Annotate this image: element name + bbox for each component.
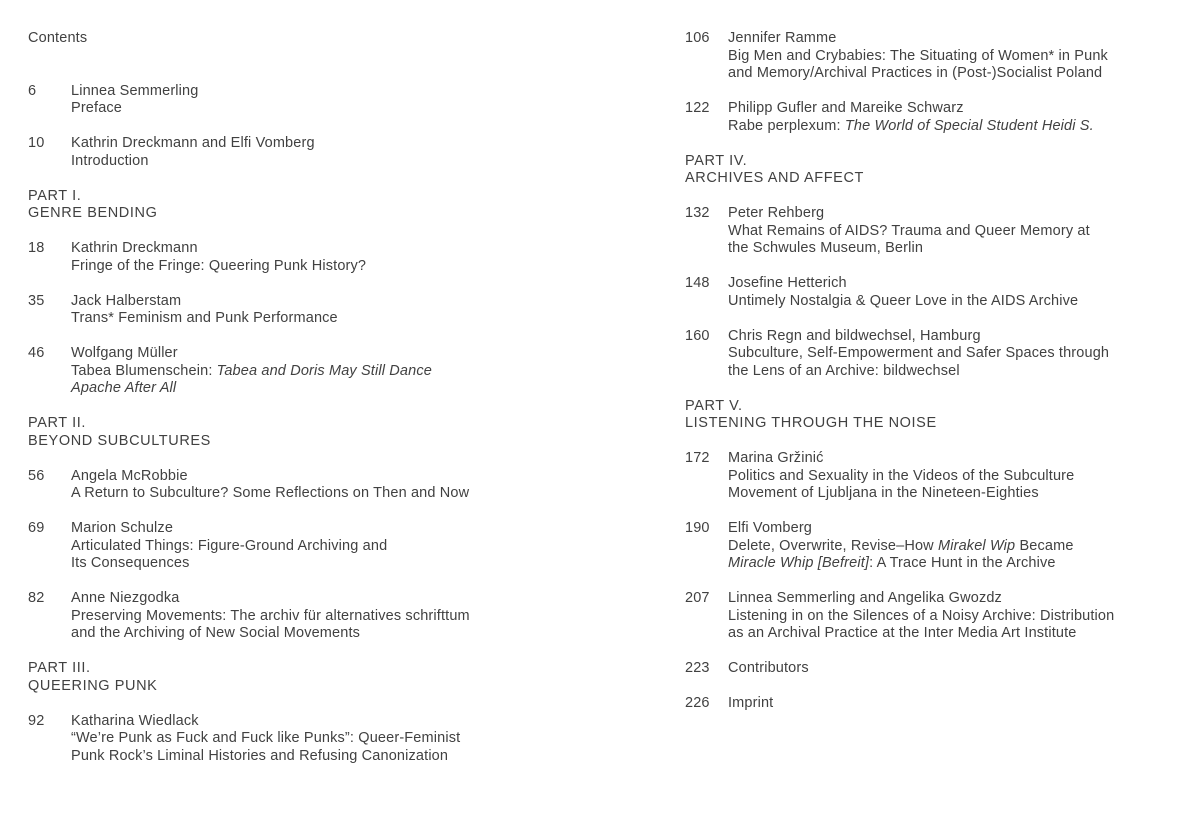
page-number: 6 — [28, 82, 37, 99]
text-segment: QUEERING PUNK — [28, 677, 158, 694]
entry-title-line — [728, 625, 1190, 643]
heading-lines — [28, 660, 663, 695]
entry-lines — [71, 713, 663, 766]
text-segment: ARCHIVES AND AFFECT — [685, 170, 864, 186]
text-segment: Kathrin Dreckmann and Elfi Vomberg — [71, 135, 315, 151]
entry-title-line — [71, 538, 663, 556]
heading-line — [685, 398, 1190, 416]
entry-title-line — [728, 608, 1190, 626]
toc-column-right — [685, 30, 1190, 730]
heading-lines — [685, 153, 1190, 188]
heading-lines — [685, 398, 1190, 433]
heading-lines — [28, 30, 663, 48]
text-segment: Movement of Ljubljana in the Nineteen-Eighties — [728, 485, 1039, 501]
page-number: 172 — [685, 450, 710, 466]
text-segment: Fringe of the Fringe: Queering Punk History? — [71, 257, 367, 274]
part-heading — [28, 660, 663, 695]
text-segment: Jennifer Ramme — [728, 30, 837, 46]
entry-title-line — [728, 345, 1190, 363]
text-segment: Wolfgang Müller — [71, 345, 178, 361]
entry-author — [728, 205, 1190, 223]
toc-entry — [685, 520, 1190, 573]
page-number: 190 — [685, 520, 710, 536]
entry-title-line — [728, 485, 1190, 503]
toc-entry — [28, 293, 663, 328]
entry-title-line — [728, 118, 1190, 136]
entry-title-line — [728, 555, 1190, 573]
entry-lines — [71, 83, 663, 118]
entry-lines — [728, 660, 1190, 678]
text-segment: Introduction — [71, 152, 149, 169]
entry-lines — [71, 240, 663, 275]
entry-author — [71, 240, 663, 258]
text-segment: Josefine Hetterich — [728, 275, 847, 291]
page-number: 35 — [28, 292, 45, 309]
entry-author — [728, 100, 1190, 118]
entry-lines — [728, 275, 1190, 310]
toc-entry — [685, 275, 1190, 310]
page-number: 122 — [685, 100, 710, 116]
part-heading — [685, 153, 1190, 188]
part-heading — [28, 188, 663, 223]
heading-line — [28, 678, 663, 696]
text-segment: Peter Rehberg — [728, 205, 825, 221]
title-segment-italic: Miracle Whip [Befreit] — [728, 555, 870, 571]
entry-author — [728, 450, 1190, 468]
entry-title-line — [71, 380, 663, 398]
text-segment: PART IV. — [685, 152, 748, 169]
text-segment: Big Men and Crybabies: The Situating of Women* in Punk — [728, 47, 1108, 64]
entry-lines — [71, 468, 663, 503]
toc-entry — [28, 520, 663, 573]
text-segment: Philipp Gufler and Mareike Schwarz — [728, 100, 964, 116]
entry-title-line — [71, 310, 663, 328]
text-segment: and Memory/Archival Practices in (Post-)Socialist Poland — [728, 65, 1103, 81]
entry-author — [728, 30, 1190, 48]
toc-entry — [28, 590, 663, 643]
entry-title-line — [728, 468, 1190, 486]
text-segment: “We’re Punk as Fuck and Fuck like Punks”: Queer-Feminist — [71, 730, 461, 746]
text-segment: BEYOND SUBCULTURES — [28, 432, 211, 449]
entry-title-line — [728, 65, 1190, 83]
toc-entry — [28, 713, 663, 766]
entry-title-line — [728, 48, 1190, 66]
page-number: 56 — [28, 467, 45, 484]
text-segment: Untimely Nostalgia & Queer Love in the AIDS Archive — [728, 292, 1079, 309]
text-segment: LISTENING THROUGH THE NOISE — [685, 415, 937, 431]
page-number: 82 — [28, 590, 45, 606]
entry-title-line — [71, 485, 663, 503]
heading-line — [28, 188, 663, 206]
entry-lines — [71, 135, 663, 170]
heading-line — [685, 170, 1190, 188]
entry-lines — [728, 520, 1190, 573]
toc-entry — [28, 135, 663, 170]
entry-lines — [728, 590, 1190, 643]
page-number: 226 — [685, 695, 710, 711]
text-segment: as an Archival Practice at the Inter Media Art Institute — [728, 625, 1077, 641]
text-segment: Its Consequences — [71, 555, 190, 571]
entry-author — [71, 293, 663, 311]
text-segment: Preserving Movements: The archiv für alternatives schrifttum — [71, 607, 470, 624]
text-segment: Linnea Semmerling and Angelika Gwozdz — [728, 590, 1002, 606]
text-segment: Angela McRobbie — [71, 467, 188, 484]
toc-entry — [685, 100, 1190, 135]
text-segment: Marina Gržinić — [728, 450, 824, 466]
toc-entry — [685, 695, 1190, 713]
text-segment: PART V. — [685, 397, 743, 414]
toc-entry — [28, 240, 663, 275]
text-segment: Imprint — [728, 695, 774, 711]
text-segment: and the Archiving of New Social Movements — [71, 625, 361, 641]
heading-line — [28, 433, 663, 451]
contents-title — [28, 30, 663, 48]
part-heading — [685, 398, 1190, 433]
entry-title-line — [728, 240, 1190, 258]
page-number: 223 — [685, 660, 710, 676]
entry-title-line — [71, 258, 663, 276]
toc-column-left — [28, 30, 663, 783]
entry-title-line — [728, 363, 1190, 381]
title-segment-italic: Tabea and Doris May Still Dance — [216, 362, 432, 379]
toc-entry — [28, 83, 663, 118]
page-number: 148 — [685, 275, 710, 291]
heading-line — [28, 415, 663, 433]
entry-title-line — [71, 748, 663, 766]
entry-author — [71, 468, 663, 486]
entry-lines — [71, 590, 663, 643]
entry-title-line — [71, 555, 663, 573]
text-segment: PART II. — [28, 415, 86, 431]
entry-title-line — [71, 363, 663, 381]
text-segment: Marion Schulze — [71, 520, 174, 536]
entry-lines — [728, 695, 1190, 713]
entry-author — [71, 345, 663, 363]
entry-author — [71, 135, 663, 153]
text-segment: the Schwules Museum, Berlin — [728, 240, 924, 256]
entry-title-line — [71, 625, 663, 643]
text-segment: Punk Rock’s Liminal Histories and Refusing Canonization — [71, 747, 449, 764]
text-segment: Listening in on the Silences of a Noisy Archive: Distribution — [728, 607, 1115, 624]
toc-entry — [685, 205, 1190, 258]
entry-lines — [71, 345, 663, 398]
text-segment: Became — [1015, 537, 1074, 554]
page-number: 10 — [28, 135, 45, 151]
entry-title-line — [71, 730, 663, 748]
heading-line — [28, 30, 663, 48]
text-segment: Linnea Semmerling — [71, 82, 199, 99]
text-segment: GENRE BENDING — [28, 205, 158, 221]
entry-lines — [71, 520, 663, 573]
entry-title-line — [728, 223, 1190, 241]
heading-lines — [28, 415, 663, 450]
page-number: 160 — [685, 327, 710, 344]
text-segment: Kathrin Dreckmann — [71, 240, 198, 256]
text-segment: Rabe perplexum: — [728, 117, 845, 134]
page-number: 18 — [28, 240, 45, 256]
page-number: 69 — [28, 520, 45, 536]
entry-author — [728, 590, 1190, 608]
page-number: 92 — [28, 712, 45, 729]
entry-lines — [728, 328, 1190, 381]
text-segment: PART III. — [28, 660, 91, 676]
entry-lines — [728, 30, 1190, 83]
toc-entry — [685, 590, 1190, 643]
page-number: 132 — [685, 205, 710, 221]
text-segment: Tabea Blumenschein: — [71, 362, 217, 379]
text-segment: Delete, Overwrite, Revise–How — [728, 537, 938, 554]
text-segment: Elfi Vomberg — [728, 520, 813, 536]
page-number: 207 — [685, 590, 710, 606]
text-segment: Jack Halberstam — [71, 292, 182, 309]
part-heading — [28, 415, 663, 450]
toc-entry — [685, 328, 1190, 381]
entry-lines — [728, 205, 1190, 258]
entry-title-line — [71, 153, 663, 171]
text-segment: What Remains of AIDS? Trauma and Queer Memory at — [728, 222, 1090, 239]
entry-author — [728, 328, 1190, 346]
toc-entry — [685, 660, 1190, 678]
text-segment: Contributors — [728, 660, 809, 676]
text-segment: Subculture, Self-Empowerment and Safer Spaces through — [728, 345, 1110, 361]
text-segment: A Return to Subculture? Some Reflections on Then and Now — [71, 485, 470, 501]
heading-line — [28, 660, 663, 678]
entry-author — [728, 695, 1190, 713]
entry-author — [71, 520, 663, 538]
text-segment: the Lens of an Archive: bildwechsel — [728, 362, 960, 379]
entry-title-line — [71, 100, 663, 118]
entry-lines — [728, 450, 1190, 503]
toc-entry — [28, 345, 663, 398]
text-segment: Preface — [71, 100, 123, 116]
toc-entry — [28, 468, 663, 503]
toc-entry — [685, 450, 1190, 503]
entry-author — [728, 275, 1190, 293]
text-segment: : A Trace Hunt in the Archive — [869, 555, 1056, 571]
page-number: 46 — [28, 345, 45, 361]
entry-author — [728, 660, 1190, 678]
entry-title-line — [728, 538, 1190, 556]
text-segment: Chris Regn and bildwechsel, Hamburg — [728, 327, 981, 344]
entry-lines — [728, 100, 1190, 135]
heading-line — [28, 205, 663, 223]
toc-entry — [685, 30, 1190, 83]
entry-author — [71, 83, 663, 101]
entry-author — [71, 713, 663, 731]
text-segment: Politics and Sexuality in the Videos of the Subculture — [728, 467, 1075, 484]
page-number: 106 — [685, 30, 710, 46]
text-segment: Contents — [28, 30, 88, 46]
text-segment: Anne Niezgodka — [71, 590, 180, 606]
entry-title-line — [728, 293, 1190, 311]
text-segment: PART I. — [28, 187, 82, 204]
title-segment-italic: Apache After All — [71, 380, 177, 396]
heading-line — [685, 415, 1190, 433]
heading-lines — [28, 188, 663, 223]
entry-title-line — [71, 608, 663, 626]
heading-line — [685, 153, 1190, 171]
title-segment-italic: Mirakel Wip — [938, 537, 1016, 554]
text-segment: Articulated Things: Figure-Ground Archiving and — [71, 537, 388, 554]
entry-lines — [71, 293, 663, 328]
text-segment: Katharina Wiedlack — [71, 712, 199, 729]
text-segment: Trans* Feminism and Punk Performance — [71, 310, 338, 326]
title-segment-italic: The World of Special Student Heidi S. — [844, 117, 1094, 134]
entry-author — [728, 520, 1190, 538]
entry-author — [71, 590, 663, 608]
